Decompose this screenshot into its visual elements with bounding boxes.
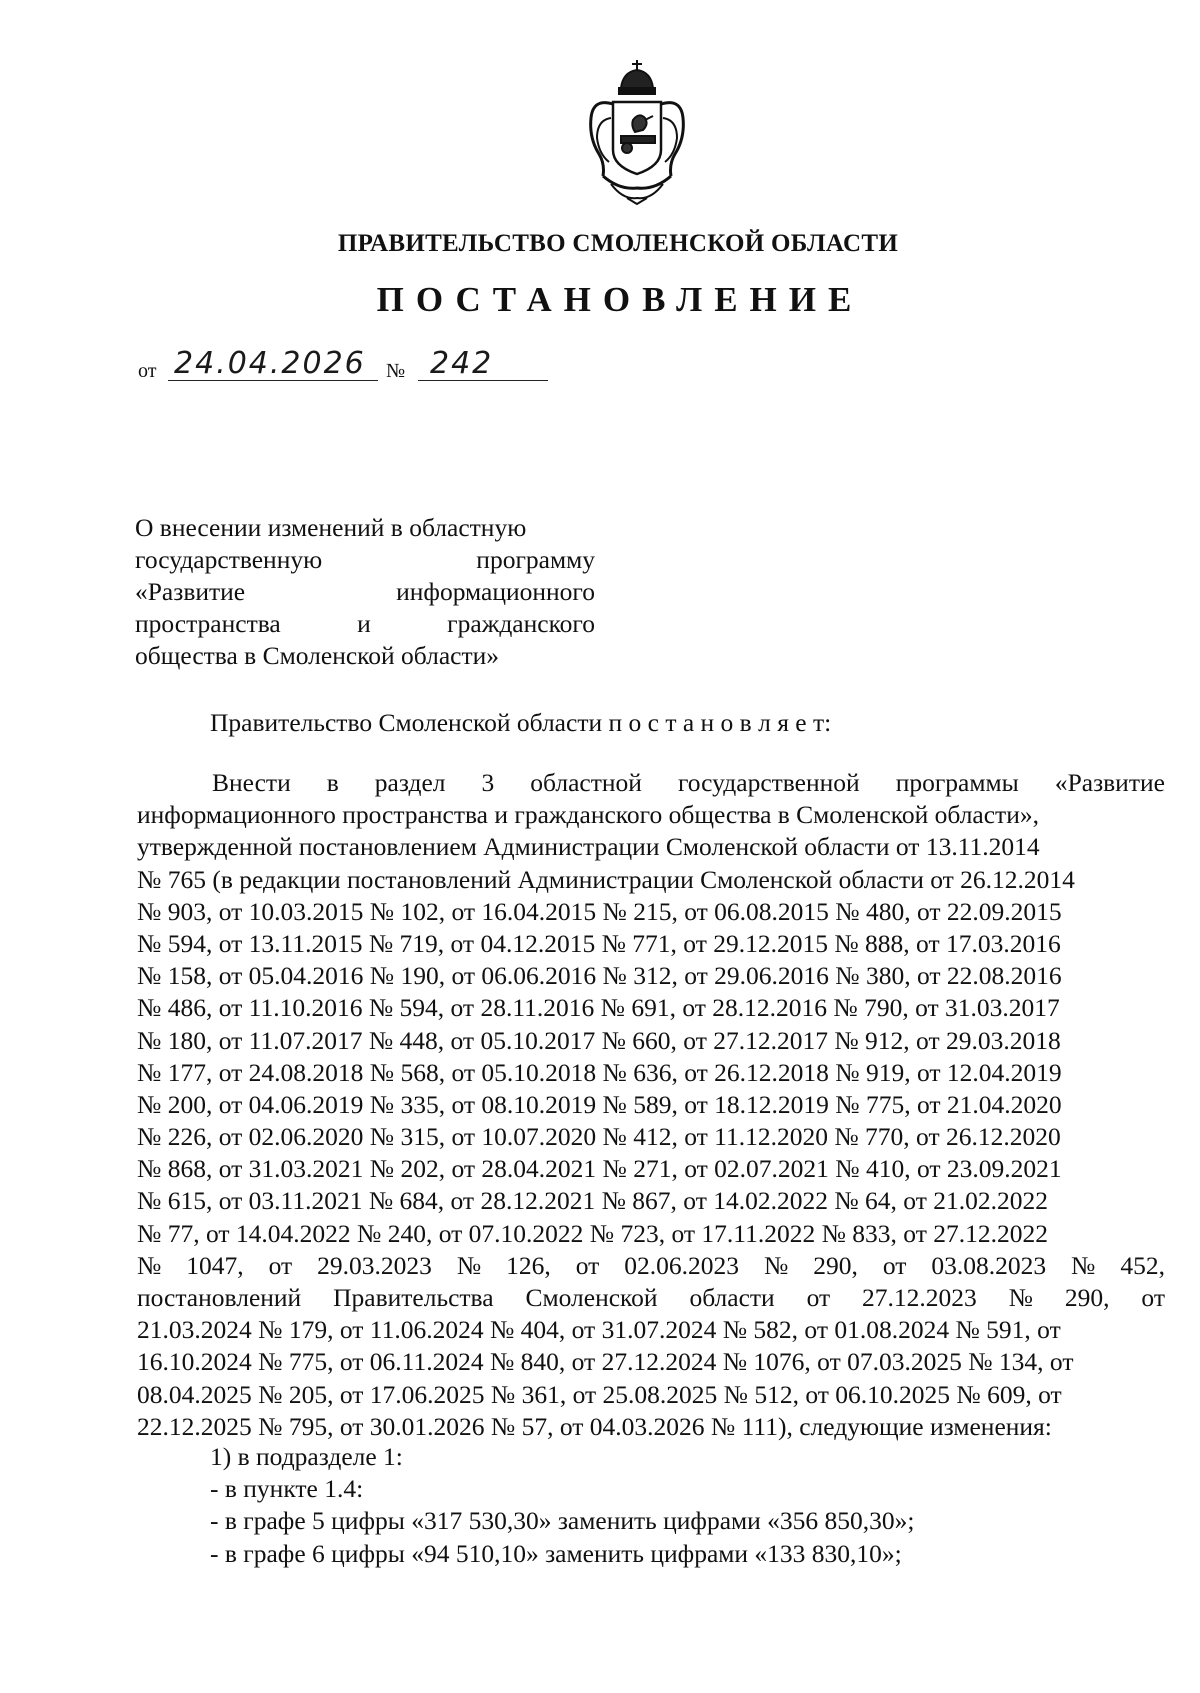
coat-of-arms-icon	[583, 58, 691, 206]
text-segment: О внесении изменений в областную	[135, 513, 527, 542]
text-line	[135, 544, 595, 576]
text-segment: № 180, от 11.07.2017 № 448, от 05.10.2017 № 660, от 27.12.2017 № 912, от 29.03.2018	[137, 1025, 1061, 1055]
text-segment: и	[357, 609, 371, 638]
text-line	[135, 608, 595, 640]
text-segment: 08.04.2025 № 205, от 17.06.2025 № 361, от 25.08.2025 № 512, от 06.10.2025 № 609, от	[137, 1379, 1062, 1409]
text-line	[137, 799, 1165, 831]
text-segment: 16.10.2024 № 775, от 06.11.2024 № 840, от 27.12.2024 № 1076, от 07.03.2025 № 134, от	[137, 1347, 1074, 1377]
text-segment: утвержденной постановлением Администрации Смоленской области от 13.11.2014	[137, 832, 1040, 862]
text-segment: от	[882, 1250, 907, 1280]
text-segment: 3	[481, 768, 495, 797]
text-segment: от	[1141, 1283, 1165, 1312]
text-segment: 290,	[1064, 1283, 1110, 1312]
text-segment: № 226, от 02.06.2020 № 315, от 10.07.2020 № 412, от 11.12.2020 № 770, от 26.12.2020	[137, 1122, 1061, 1152]
date-value-handwritten: 24.04.2026	[174, 346, 366, 381]
document-subject	[135, 512, 595, 672]
text-segment: гражданского	[447, 609, 595, 638]
text-line	[135, 512, 595, 544]
text-line	[137, 1346, 1165, 1378]
text-segment: от	[575, 1250, 600, 1280]
text-line	[135, 640, 595, 672]
text-segment: 22.12.2025 № 795, от 30.01.2026 № 57, от 04.03.2026 № 111), следующие изменения:	[137, 1411, 1052, 1441]
text-line	[135, 576, 595, 608]
text-segment: 29.03.2023	[317, 1250, 432, 1280]
text-segment: 27.12.2023	[862, 1283, 977, 1312]
text-segment: «Развитие	[135, 577, 246, 606]
text-line	[137, 1250, 1165, 1282]
document-type-title: ПОСТАНОВЛЕНИЕ	[376, 280, 864, 319]
text-segment: № 177, от 24.08.2018 № 568, от 05.10.2018 № 636, от 26.12.2018 № 919, от 12.04.2019	[137, 1057, 1062, 1087]
text-segment: №	[137, 1250, 162, 1280]
text-segment: программу	[476, 545, 595, 574]
text-segment: №	[1071, 1250, 1096, 1280]
text-segment: постановлений	[137, 1283, 302, 1312]
text-segment: в	[326, 768, 339, 797]
text-segment: № 903, от 10.03.2015 № 102, от 16.04.2015 № 215, от 06.08.2015 № 480, от 22.09.2015	[137, 896, 1062, 926]
text-segment: № 868, от 31.03.2021 № 202, от 28.04.2021 № 271, от 02.07.2021 № 410, от 23.09.2021	[137, 1154, 1062, 1184]
text-segment: 126,	[506, 1250, 551, 1280]
preamble: Правительство Смоленской области п о с т а н о в л я е т:	[210, 708, 832, 737]
text-line	[137, 992, 1165, 1024]
text-segment: от	[806, 1283, 831, 1312]
text-segment: от	[268, 1250, 293, 1280]
date-label: от	[138, 360, 157, 382]
text-segment: №	[456, 1250, 482, 1280]
text-segment: общества в Смоленской области»	[135, 641, 500, 670]
text-segment: государственной	[677, 768, 860, 797]
text-segment: № 615, от 03.11.2021 № 684, от 28.12.2021 № 867, от 14.02.2022 № 64, от 21.02.2022	[137, 1186, 1048, 1216]
text-line	[137, 1057, 1165, 1089]
text-segment: № 158, от 05.04.2016 № 190, от 06.06.2016 № 312, от 29.06.2016 № 380, от 22.08.2016	[137, 961, 1062, 991]
change-item: - в графе 6 цифры «94 510,10» заменить цифрами «133 830,10»;	[210, 1538, 902, 1568]
changes-list	[210, 1441, 915, 1570]
text-line	[137, 896, 1165, 928]
text-line	[137, 1411, 1165, 1443]
text-segment: «Развитие	[1054, 768, 1165, 797]
number-value-handwritten: 242	[430, 346, 494, 381]
date-number-line	[138, 346, 598, 382]
text-segment: 290,	[813, 1250, 858, 1280]
text-segment: 02.06.2023	[624, 1250, 739, 1280]
text-line	[137, 1379, 1165, 1411]
text-segment: информационного пространства и гражданского общества в Смоленской области»,	[137, 800, 1039, 830]
number-label: №	[386, 360, 406, 382]
text-line	[137, 1153, 1165, 1185]
resolution-body	[137, 767, 1165, 1443]
text-line	[137, 960, 1165, 992]
text-line	[137, 1025, 1165, 1057]
text-segment: Внести	[212, 768, 291, 797]
text-segment: области	[689, 1283, 775, 1312]
text-segment: 03.08.2023	[931, 1250, 1047, 1280]
text-line	[137, 767, 1165, 799]
text-segment: № 200, от 04.06.2019 № 335, от 08.10.2019 № 589, от 18.12.2019 № 775, от 21.04.2020	[137, 1089, 1062, 1119]
text-segment: 21.03.2024 № 179, от 11.06.2024 № 404, от 31.07.2024 № 582, от 01.08.2024 № 591, от	[137, 1315, 1061, 1345]
text-segment: раздел	[374, 768, 446, 797]
text-line	[137, 1121, 1165, 1153]
text-segment: №	[763, 1250, 789, 1280]
text-segment: 1047,	[186, 1250, 244, 1280]
text-segment: Смоленской	[525, 1283, 658, 1312]
text-segment: №	[1008, 1283, 1034, 1312]
organization-title: ПРАВИТЕЛЬСТВО СМОЛЕНСКОЙ ОБЛАСТИ	[337, 230, 899, 257]
text-line	[137, 1185, 1165, 1217]
text-segment: 452,	[1120, 1250, 1165, 1280]
change-item: 1) в подразделе 1:	[210, 1442, 403, 1471]
text-segment: пространства	[135, 609, 281, 638]
text-line	[137, 864, 1165, 896]
text-line	[137, 928, 1165, 960]
change-item: - в графе 5 цифры «317 530,30» заменить цифрами «356 850,30»;	[210, 1506, 915, 1536]
text-segment: № 765 (в редакции постановлений Администрации Смоленской области от 26.12.2014	[137, 864, 1075, 894]
change-item: - в пункте 1.4:	[210, 1474, 364, 1504]
text-segment: информационного	[396, 577, 595, 606]
text-segment: областной	[530, 768, 642, 797]
text-segment: Правительства	[333, 1283, 494, 1312]
text-line	[137, 1282, 1165, 1314]
text-line	[137, 1218, 1165, 1250]
text-line	[137, 1314, 1165, 1346]
text-segment: № 594, от 13.11.2015 № 719, от 04.12.2015 № 771, от 29.12.2015 № 888, от 17.03.2016	[137, 928, 1061, 958]
text-segment: № 77, от 14.04.2022 № 240, от 07.10.2022 № 723, от 17.11.2022 № 833, от 27.12.2022	[137, 1218, 1048, 1248]
text-line	[137, 831, 1165, 863]
text-segment: № 486, от 11.10.2016 № 594, от 28.11.2016 № 691, от 28.12.2016 № 790, от 31.03.2017	[137, 993, 1060, 1023]
text-segment: программы	[895, 768, 1019, 797]
text-line	[137, 1089, 1165, 1121]
text-segment: государственную	[135, 545, 323, 574]
